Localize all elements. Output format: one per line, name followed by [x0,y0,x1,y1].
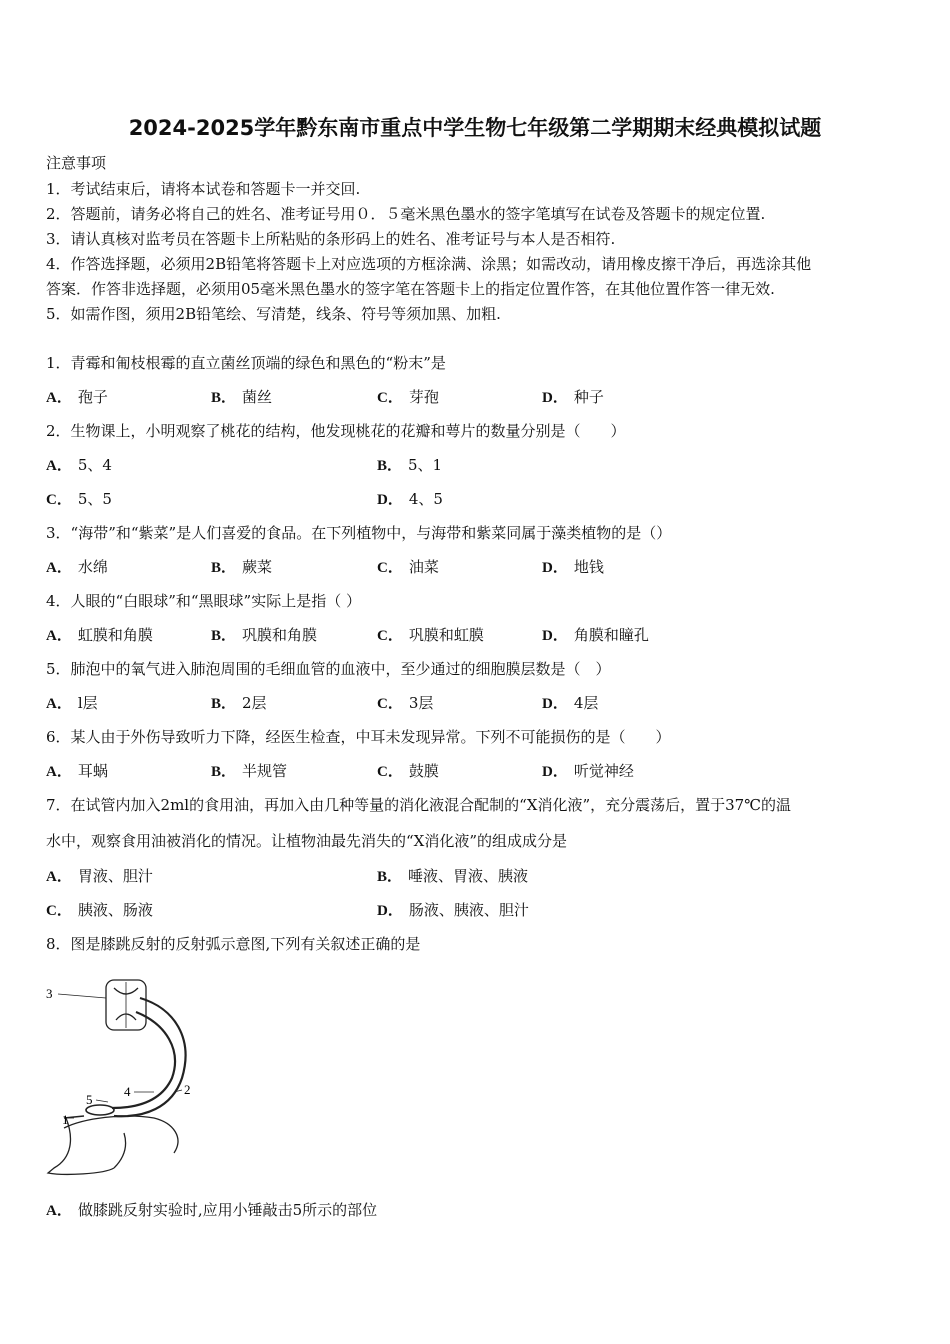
reflex-arc-figure [44,968,204,1178]
option: A． l层 [46,694,98,712]
notice-item: 1．考试结束后，请将本试卷和答题卡一并交回. [46,180,361,198]
option: B． 5、1 [377,456,443,474]
option: A． 耳蜗 [46,762,108,780]
option: D． 肠液、胰液、胆汁 [377,901,529,919]
option: A． 做膝跳反射实验时,应用小锤敲击5所示的部位 [46,1201,378,1219]
option: D． 角膜和瞳孔 [542,626,649,644]
option: B． 唾液、胃液、胰液 [377,867,529,885]
option: C． 胰液、肠液 [46,901,153,919]
notice-item: 2．答题前，请务必将自己的姓名、准考证号用０．５毫米黑色墨水的签字笔填写在试卷及答题卡的规定位置. [46,205,766,223]
question-stem: 7．在试管内加入2ml的食用油，再加入由几种等量的消化液混合配制的“X消化液”，充分震荡后，置于37℃的温 [46,796,791,814]
option: D． 听觉神经 [542,762,634,780]
figure-label-3: 3 [46,986,53,1001]
notice-item: 5．如需作图，须用2B铅笔绘、写清楚，线条、符号等须加黑、加粗. [46,305,501,323]
option: D． 种子 [542,388,604,406]
option: B． 2层 [211,694,267,712]
option: B． 蕨菜 [211,558,273,576]
option: C． 鼓膜 [377,762,439,780]
option: B． 巩膜和角膜 [211,626,318,644]
question-stem-continued: 水中，观察食用油被消化的情况。让植物油最先消失的“X消化液”的组成成分是 [46,832,568,850]
question-stem: 5．肺泡中的氧气进入肺泡周围的毛细血管的血液中，至少通过的细胞膜层数是（ ） [46,660,611,678]
option: A． 孢子 [46,388,108,406]
option: C． 5、5 [46,490,112,508]
option: D． 4层 [542,694,599,712]
option: A． 胃液、胆汁 [46,867,153,885]
option: D． 4、5 [377,490,443,508]
lower-leg-outline [48,1118,114,1174]
option: A． 虹膜和角膜 [46,626,153,644]
option: B． 半规管 [211,762,288,780]
question-stem: 6．某人由于外伤导致听力下降，经医生检查，中耳未发现异常。下列不可能损伤的是（ ） [46,728,671,746]
question-stem: 8．图是膝跳反射的反射弧示意图,下列有关叙述正确的是 [46,935,421,953]
notice-heading: 注意事项 [46,154,107,172]
question-stem: 1．青霉和匍枝根霉的直立菌丝顶端的绿色和黑色的“粉末”是 [46,354,446,372]
option: C． 3层 [377,694,434,712]
page-title: 2024-2025学年黔东南市重点中学生物七年级第二学期期末经典模拟试题 [128,116,822,140]
notice-item: 答案．作答非选择题，必须用05毫米黑色墨水的签字笔在答题卡上的指定位置作答，在其他位置作答一律无效. [46,280,775,298]
notice-item: 4．作答选择题，必须用2B铅笔将答题卡上对应选项的方框涂满、涂黑；如需改动，请用橡皮擦干净后，再选涂其他 [46,255,812,273]
question-stem: 4．人眼的“白眼球”和“黑眼球”实际上是指（ ） [46,592,361,610]
option: A． 水绵 [46,558,108,576]
figure-label-2: 2 [184,1082,191,1097]
figure-label-4: 4 [124,1084,131,1099]
figure-label-5: 5 [86,1092,93,1107]
question-stem: 2．生物课上，小明观察了桃花的结构，他发现桃花的花瓣和萼片的数量分别是（ ） [46,422,626,440]
question-stem: 3．“海带”和“紫菜”是人们喜爱的食品。在下列植物中，与海带和紫菜同属于藻类植物的是（） [46,524,672,542]
figure-label-1: 1 [62,1112,69,1127]
option: C． 油菜 [377,558,439,576]
thigh-outline [64,1116,178,1153]
option: D． 地钱 [542,558,604,576]
efferent-nerve [112,1012,175,1108]
option: B． 菌丝 [211,388,273,406]
notice-item: 3．请认真核对监考员在答题卡上所粘贴的条形码上的姓名、准考证号与本人是否相符. [46,230,616,248]
option: C． 芽孢 [377,388,439,406]
option: C． 巩膜和虹膜 [377,626,484,644]
option: A． 5、4 [46,456,112,474]
